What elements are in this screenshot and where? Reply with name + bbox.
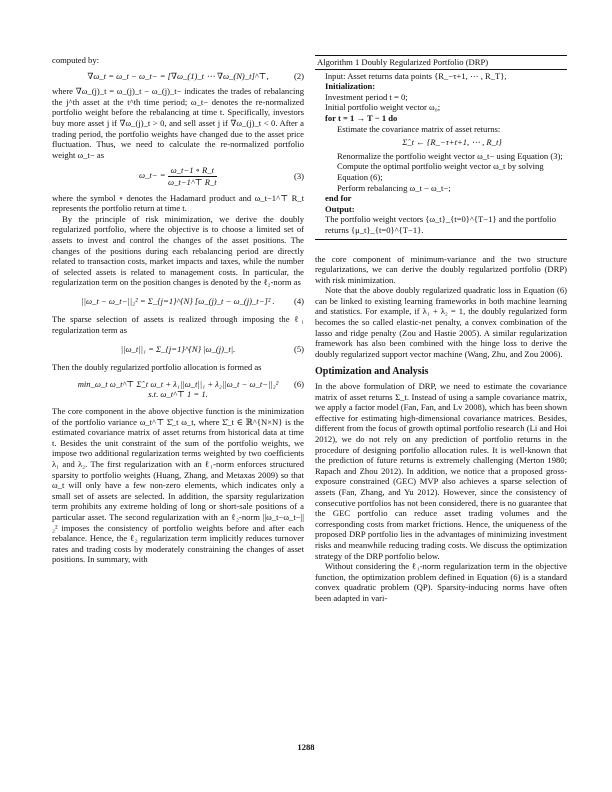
equation-3-lhs: ω_t− = — [139, 170, 166, 181]
equation-3-numerator: ω_t−1 ∘ R_t — [168, 165, 217, 177]
algorithm-step-estimate: Estimate the covariance matrix of asset returns: — [337, 123, 501, 134]
paragraph-hadamard: where the symbol ∘ denotes the Hadamard product and ω_t−1^⊤ R_t represents the portfolio return at time t. — [52, 192, 304, 214]
equation-5-number: (5) — [293, 343, 304, 354]
paragraph-trades: where ∇ω_(j)_t = ω_(j)_t − ω_(j)_t− indicates the trades of rebalancing the j^th asset at the t^th time period; ω_t− denotes the re-normalized portfolio weight before the rebalancing at time t. Specifically, investors buy more asset j if ∇ω_(j)_t > 0, and sell asset j if ∇ω_(j)_t < 0. After a trading period, the portfolio weights have changed due to the asset price fluctuation. Thus, we need to calculate the re-normalized portfolio weight ω_t− as — [52, 86, 304, 160]
paragraph-elastic-net: Note that the above doubly regularized quadratic loss in Equation (6) can be linked to existing learning frameworks in both machine learning and statistics. For example, if λ₁ + λ₂ = 1, the doubly regularized form becomes the so called elastic-net penalty, a convex combination of the lasso and ridge penalty (Zou and Hastie 2005). A similar regularization framework has also been combined with the hinge loss to derive the doubly regularized support vector machine (Wang, Zhu, and Zou 2006). — [315, 285, 567, 359]
algorithm-init-step-2: Initial portfolio weight vector ω₀; — [325, 102, 441, 113]
algorithm-output-text: The portfolio weight vectors {ω_t}_{t=0}^{T−1} and the portfolio returns {μ_t}_{t=0}^{T−1}. — [325, 214, 557, 235]
section-heading: Optimization and Analysis — [315, 366, 429, 378]
page-number: 1288 — [297, 742, 315, 752]
algorithm-title: Algorithm 1 Doubly Regularized Portfolio (DRP) — [315, 56, 567, 70]
equation-3 — [52, 165, 304, 187]
intro-text: computed by: — [52, 55, 100, 65]
equation-4-body: ||ω_t − ω_t−||₂² = Σ_{j=1}^{N} [ω_(j)_t − ω_(j)_t−]² . — [81, 295, 275, 306]
equation-4 — [52, 296, 304, 307]
equation-2-number: (2) — [293, 70, 304, 81]
algorithm-step-estimate-equation: Σ̂_t ← {R_−τ+t+1, ⋯ , R_t} — [402, 137, 502, 148]
right-column — [315, 55, 567, 604]
paragraph-risk-minimization: By the principle of risk minimization, we derive the doubly regularized portfolio, where the objective is to choose a limited set of assets to invest and control the changes of the asset positions. The changes of the positions during each rebalancing period are directly related to transaction costs, market impacts and taxes, while the number of selected assets is related to management costs. In particular, the regularization term on the position changes is denoted by the ℓ₂-norm as — [52, 213, 304, 288]
algorithm-output-label: Output: — [325, 203, 355, 214]
paragraph-then: Then the doubly regularized portfolio allocation is formed as — [52, 362, 262, 373]
paragraph-derive-drp: the core component of minimum-variance and the two structure regularizations, we can derive the doubly regularized portfolio (DRP) with risk minimization. — [315, 253, 567, 285]
algorithm-body — [315, 70, 567, 239]
paragraph-qp: Without considering the ℓ₁-norm regularization term in the objective function, the optimization problem defined in Equation (6) is a standard convex quadratic problem (QP). Sparsity-inducing norms have often been adapted in vari- — [315, 561, 567, 603]
algorithm-for-loop: for t = 1 → T − 1 do — [325, 112, 398, 123]
left-column — [52, 55, 304, 565]
algorithm-end-for: end for — [325, 193, 352, 204]
algorithm-init-step-1: Investment period t = 0; — [325, 91, 408, 102]
equation-3-fraction — [168, 165, 217, 187]
algorithm-step-renormalize: Renormalize the portfolio weight vector ω_t− using Equation (3); — [337, 150, 563, 161]
equation-6-objective: min_ω_t ω_t^⊤ Σ̂_t ω_t + λ₁||ω_t||₁ + λ₂||ω_t − ω_t−||₂² — [77, 378, 279, 389]
equation-3-number: (3) — [293, 171, 304, 182]
algorithm-step-rebalance: Perform rebalancing ω_t − ω_t−; — [337, 182, 451, 193]
algorithm-box — [315, 55, 567, 240]
paragraph-core-component: The core component in the above objective function is the minimization of the portfolio variance ω_t^⊤ Σ̂_t ω_t, where Σ̂_t ∈ ℝ^{N×N} is the estimated covariance matrix of asset returns from historical data at time t. Besides the unit constraint of the sum of the portfolio weights, we impose two additional regularization terms weighted by two coefficients λ₁ and λ₂. The first regularization with an ℓ₁-norm enforces structured sparsity to portfolio weights (Huang, Zhang, and Metaxas 2009) so that ω_t will only have a few non-zero elements, which indicates only a small set of assets are selected. In addition, the sparsity regularization term prohibits any extreme holding of long or short-sale positions of a particular asset. The second regularization with an ℓ₂-norm ||ω_t−ω_t−||₂² imposes the consistency of portfolio weights before and after each rebalance. Hence, the ℓ₂ regularization term implicitly reduces turnover rates and trading costs by moderately constraining the changes of asset positions. In summary, with — [52, 406, 304, 565]
equation-6 — [52, 379, 304, 400]
equation-4-number: (4) — [293, 295, 304, 306]
equation-2-body: ∇ω_t = ω_t − ω_t− = [∇ω_(1)_t ⋯ ∇ω_(N)_t]^⊤, — [87, 70, 269, 81]
equation-6-number: (6) — [293, 378, 304, 389]
algorithm-step-compute: Compute the optimal portfolio weight vector ω_t by solving Equation (6); — [337, 161, 544, 182]
equation-2 — [52, 71, 304, 82]
algorithm-input: Input: Asset returns data points {R_−τ+1, ⋯ , R_T}, — [325, 70, 507, 81]
paragraph-sparse: The sparse selection of assets is realized through imposing the ℓ₁ regularization term as — [52, 314, 304, 336]
equation-5-body: ||ω_t||₁ = Σ_{j=1}^{N} |ω_(j)_t|. — [120, 343, 236, 354]
algorithm-initialization-label: Initialization: — [325, 81, 376, 92]
equation-3-denominator: ω_t−1^⊤ R_t — [168, 176, 217, 187]
paragraph-optimization: In the above formulation of DRP, we need to estimate the covariance matrix of asset returns Σ_t. Instead of using a sample covariance matrix, we apply a factor model (Fan, Fan, and Lv 2008), which has been shown effective for estimating high-dimensional covariance matrices. Besides, different from the focus of growth optimal portfolio research (Li and Hoi 2012), we do not rely on any prediction of portfolio returns in the procedure of designing portfolio allocation rules. It is well-known that the prediction of future returns is extremely challenging (Merton 1980; Rapach and Zhou 2012). In addition, we notice that a proposed gross-exposure constrained (GEC) MVP also achieves a sparse selection of assets (Fan, Zhang, and Yu 2012). However, since the consistency of consecutive portfolios has not been considered, there is no guarantee that the GEC portfolio can reduce asset trading volumes and the corresponding costs from market frictions. Hence, the uniqueness of the proposed DRP portfolio lies in the advantages of minimizing investment risks and meanwhile reducing trading costs. We discuss the optimization strategy of the DRP portfolio below. — [315, 381, 567, 561]
equation-5 — [52, 344, 304, 355]
equation-6-constraint: s.t. ω_t^⊤ 1 = 1. — [148, 389, 208, 400]
